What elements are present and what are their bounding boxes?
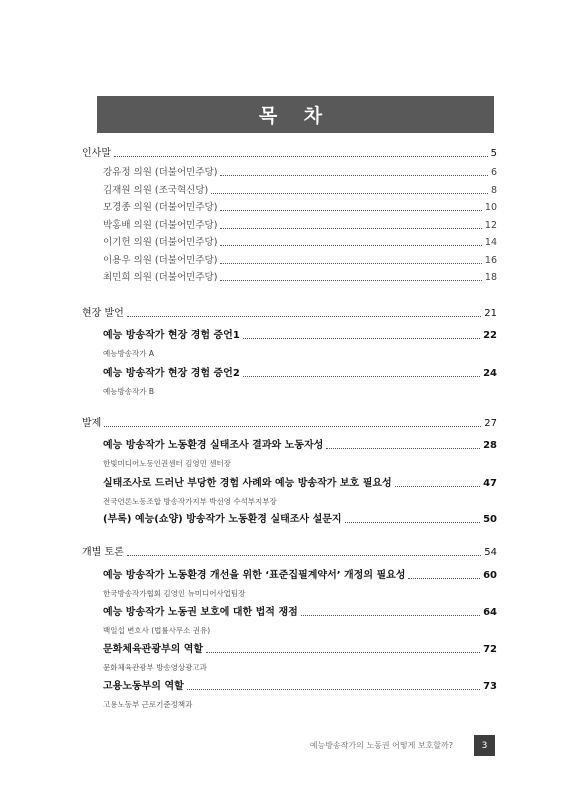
toc-item-presenter: 고용노동부 근로기준정책과	[103, 700, 193, 709]
leader-dots	[345, 522, 481, 523]
toc-item-label: 예능 방송작가 노동환경 개선을 위한 ‘표준집필계약서’ 개정의 필요성	[103, 570, 406, 581]
toc-member-label: 이기헌 의원 (더불어민주당)	[103, 237, 218, 248]
leader-dots	[243, 376, 480, 377]
leader-dots	[301, 615, 480, 616]
toc-page-number: 18	[484, 272, 497, 283]
toc-page-number: 21	[484, 308, 497, 319]
leader-dots	[326, 448, 480, 449]
toc-member[interactable]	[103, 220, 497, 232]
toc-title: 목 차	[97, 96, 494, 133]
toc-member[interactable]	[103, 255, 497, 267]
toc-item-presenter: 예능방송작가 A	[103, 349, 154, 358]
toc-item-presenter: 백일섭 변호사 (법률사무소 권유)	[103, 626, 211, 635]
leader-dots	[211, 193, 488, 194]
footer-page-number: 3	[474, 735, 495, 756]
toc-section-discussion[interactable]	[82, 547, 497, 559]
toc-member[interactable]	[103, 185, 497, 197]
leader-dots	[220, 228, 482, 229]
toc-item-label: 예능 방송작가 노동환경 실태조사 결과와 노동자성	[103, 440, 324, 451]
toc-section-presentation[interactable]	[82, 418, 497, 430]
toc-member[interactable]	[103, 237, 497, 249]
toc-page-number: 54	[484, 547, 497, 558]
leader-dots	[127, 555, 481, 556]
leader-dots	[187, 689, 480, 690]
toc-page-number: 16	[484, 255, 497, 266]
leader-dots	[104, 426, 481, 427]
toc-section-greeting[interactable]	[82, 148, 497, 160]
toc-section-label: 인사말	[82, 148, 111, 159]
toc-item-label: 예능 방송작가 현장 경험 증언2	[103, 368, 240, 379]
toc-item-presenter: 전국언론노동조합 방송작가지부 박선영 수석부지부장	[103, 497, 277, 506]
toc-item[interactable]	[103, 478, 497, 490]
toc-page-number: 73	[483, 681, 497, 692]
toc-page-number: 47	[483, 478, 497, 489]
toc-member-label: 최민희 의원 (더불어민주당)	[103, 272, 218, 283]
toc-item[interactable]	[103, 607, 497, 619]
toc-item[interactable]	[103, 330, 497, 342]
toc-item-label: 예능 방송작가 노동권 보호에 대한 법적 쟁점	[103, 607, 298, 618]
leader-dots	[127, 316, 481, 317]
toc-item-label: 문화체육관광부의 역할	[103, 644, 204, 655]
toc-section-field-remarks[interactable]	[82, 308, 497, 320]
toc-item[interactable]	[103, 440, 497, 452]
toc-item[interactable]	[103, 644, 497, 656]
toc-member-label: 김재원 의원 (조국혁신당)	[103, 185, 209, 196]
toc-item-presenter: 문화체육관광부 방송영상광고과	[103, 663, 207, 672]
toc-member-label: 모경종 의원 (더불어민주당)	[103, 202, 218, 213]
leader-dots	[114, 156, 488, 157]
toc-page-number: 22	[483, 330, 497, 341]
toc-item[interactable]	[103, 368, 497, 380]
toc-member-label: 강유정 의원 (더불어민주당)	[103, 167, 218, 178]
toc-member[interactable]	[103, 202, 497, 214]
toc-page-number: 5	[490, 148, 497, 159]
toc-item[interactable]	[103, 514, 497, 526]
toc-page-number: 27	[484, 418, 497, 429]
toc-member-label: 박홍배 의원 (더불어민주당)	[103, 220, 218, 231]
leader-dots	[220, 175, 488, 176]
leader-dots	[220, 210, 482, 211]
leader-dots	[220, 280, 482, 281]
toc-page-number: 50	[483, 514, 497, 525]
toc-page-number: 72	[483, 644, 497, 655]
toc-page-number: 14	[484, 237, 497, 248]
toc-member[interactable]	[103, 272, 497, 284]
toc-page-number: 12	[484, 220, 497, 231]
leader-dots	[220, 245, 482, 246]
toc-item-presenter: 한빛미디어노동인권센터 김영민 센터장	[103, 459, 231, 468]
leader-dots	[220, 263, 482, 264]
toc-page-number: 24	[483, 368, 497, 379]
toc-item-label: (부록) 예능(쇼양) 방송작가 노동환경 실태조사 설문지	[103, 514, 342, 525]
footer-title: 예능방송작가의 노동권 어떻게 보호할까?	[309, 741, 453, 750]
toc-item-label: 예능 방송작가 현장 경험 증언1	[103, 330, 240, 341]
toc-section-label: 현장 발언	[82, 308, 124, 319]
toc-page-number: 10	[484, 202, 497, 213]
leader-dots	[395, 486, 480, 487]
toc-page-number: 6	[490, 167, 497, 178]
toc-section-label: 발제	[82, 418, 102, 429]
toc-item-label: 고용노동부의 역할	[103, 681, 184, 692]
leader-dots	[408, 578, 480, 579]
toc-member[interactable]	[103, 167, 497, 179]
toc-page-number: 8	[490, 185, 497, 196]
leader-dots	[206, 652, 480, 653]
toc-item-presenter: 한국방송작가협회 김영인 뉴미디어사업팀장	[103, 589, 246, 598]
toc-item-presenter: 예능방송작가 B	[103, 387, 154, 396]
toc-item-label: 실태조사로 드러난 부당한 경험 사례와 예능 방송작가 보호 필요성	[103, 478, 392, 489]
toc-page-number: 60	[483, 570, 497, 581]
leader-dots	[243, 338, 480, 339]
toc-item[interactable]	[103, 681, 497, 693]
toc-item[interactable]	[103, 570, 497, 582]
toc-section-label: 개별 토론	[82, 547, 124, 558]
toc-page-number: 64	[483, 607, 497, 618]
toc-page-number: 28	[483, 440, 497, 451]
toc-member-label: 이용우 의원 (더불어민주당)	[103, 255, 218, 266]
